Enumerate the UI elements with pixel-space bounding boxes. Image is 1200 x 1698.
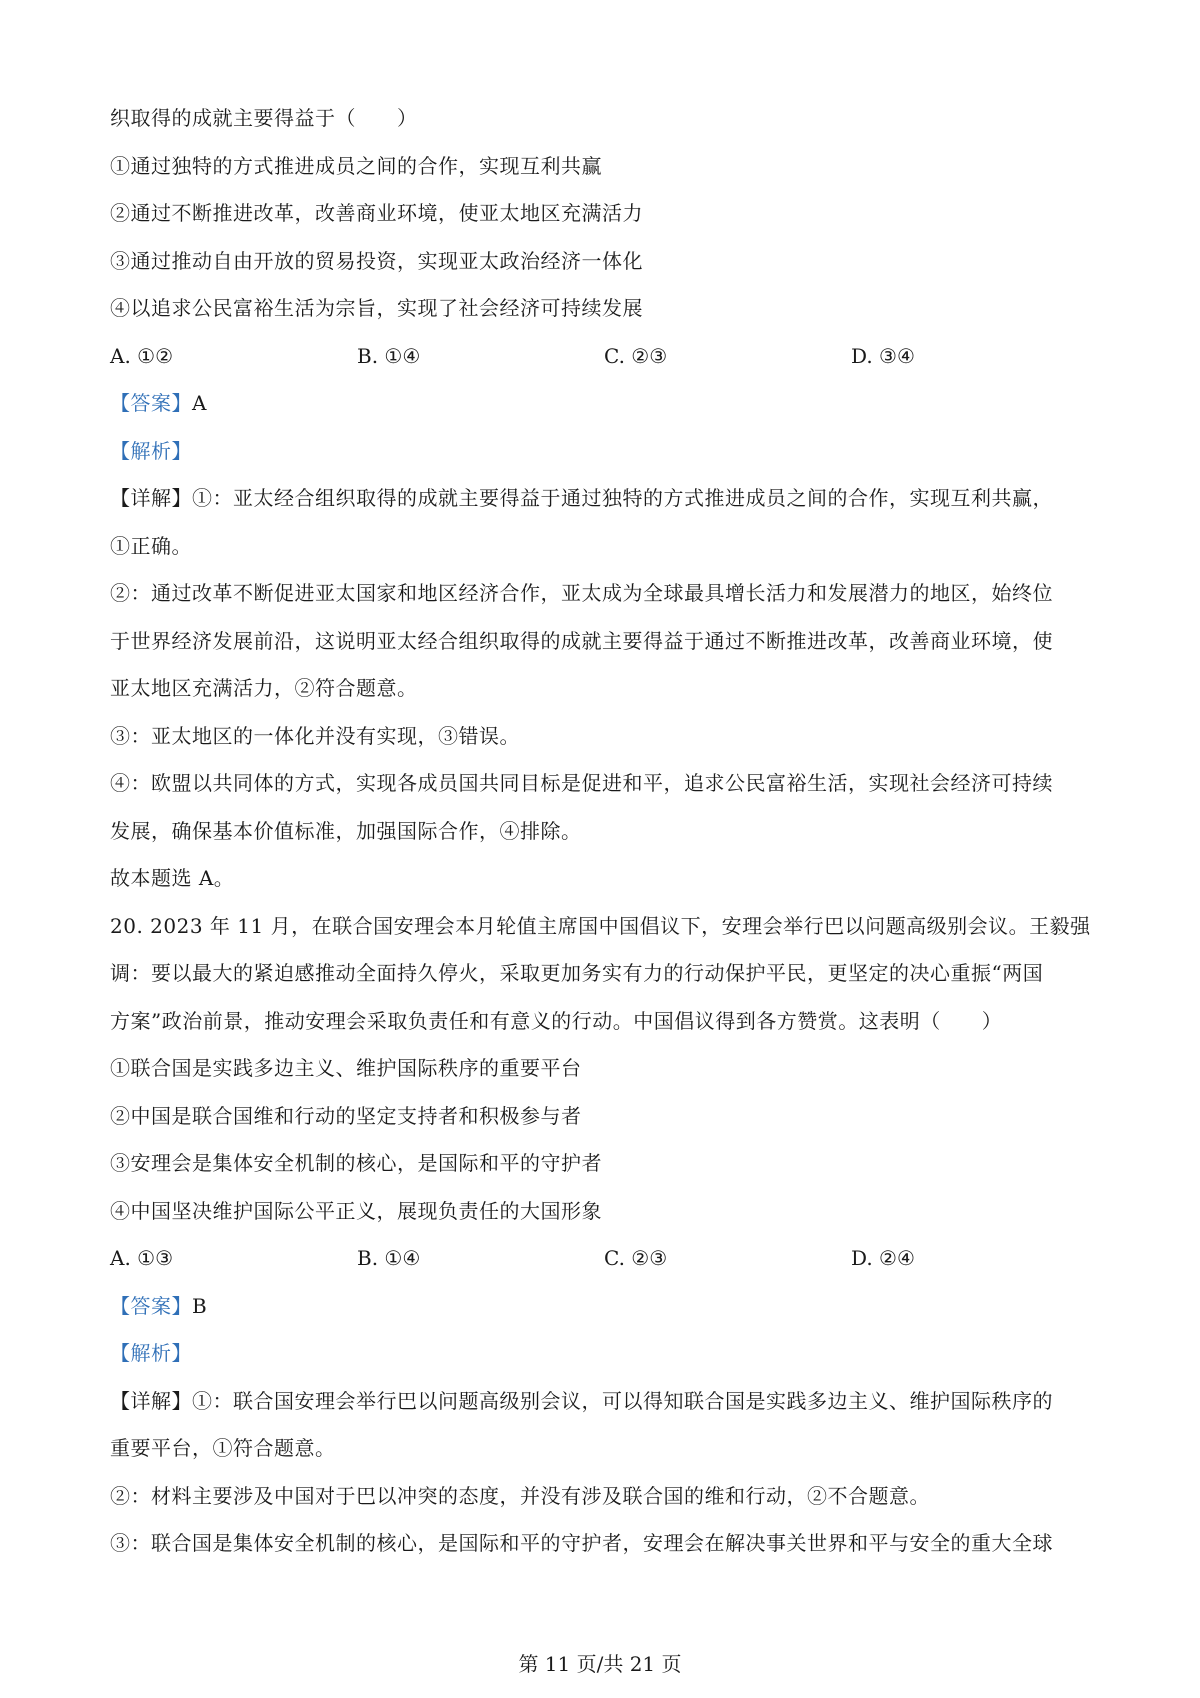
q20-stem-2: 调：要以最大的紧迫感推动全面持久停火，采取更加务实有力的行动保护平民，更坚定的决心重振“两国	[110, 961, 1044, 985]
q20-option-a: A. ①③	[110, 1246, 174, 1270]
q19-detail-4: 于世界经济发展前沿，这说明亚太经合组织取得的成就主要得益于通过不断推进改革，改善商业环境，使	[110, 628, 1053, 653]
q19-detail-6: ③：亚太地区的一体化并没有实现，③错误。	[110, 723, 520, 748]
q19-option-c: C. ②③	[604, 343, 668, 368]
q20-analysis	[110, 1330, 1100, 1378]
detail-text: ①：联合国安理会举行巴以问题高级别会议，可以得知联合国是实践多边主义、维护国际秩序的	[192, 1388, 1053, 1413]
page-footer: 第 11 页/共 21 页	[518, 1652, 682, 1676]
q20-answer	[110, 1283, 1100, 1331]
q20-statement-1: ①联合国是实践多边主义、维护国际秩序的重要平台	[110, 1056, 582, 1080]
q20-option-c: C. ②③	[604, 1246, 668, 1270]
answer-value: A	[192, 391, 207, 415]
q20-statement-2: ②中国是联合国维和行动的坚定支持者和积极参与者	[110, 1103, 582, 1128]
detail-tag: 【详解】	[110, 1388, 192, 1413]
q19-options	[110, 333, 1100, 381]
q19-statement-2: ②通过不断推进改革，改善商业环境，使亚太地区充满活力	[110, 201, 643, 225]
q19-option-a: A. ①②	[110, 343, 174, 368]
q20-option-d: D. ②④	[851, 1246, 915, 1270]
q20-options	[110, 1235, 1100, 1283]
detail-text: ①：亚太经合组织取得的成就主要得益于通过独特的方式推进成员之间的合作，实现互利共赢，	[192, 486, 1053, 510]
answer-tag: 【答案】	[110, 391, 192, 415]
q20-stem-1: 20. 2023 年 11 月，在联合国安理会本月轮值主席国中国倡议下，安理会举行巴以问题高级别会议。王毅强	[110, 913, 1091, 938]
q19-stem: 织取得的成就主要得益于（ ）	[110, 106, 418, 130]
q19-statement-3: ③通过推动自由开放的贸易投资，实现亚太政治经济一体化	[110, 248, 643, 273]
q19-option-b: B. ①④	[357, 343, 421, 368]
q20-detail-1	[110, 1378, 1100, 1426]
q19-analysis	[110, 428, 1100, 476]
q19-detail-7: ④：欧盟以共同体的方式，实现各成员国共同目标是促进和平，追求公民富裕生活，实现社会经济可持续	[110, 771, 1053, 795]
q19-option-d: D. ③④	[851, 343, 915, 368]
q20-detail-2: 重要平台，①符合题意。	[110, 1436, 336, 1460]
q19-conclusion: 故本题选 A。	[110, 866, 235, 890]
q19-statement-4: ④以追求公民富裕生活为宗旨，实现了社会经济可持续发展	[110, 296, 643, 320]
q19-detail-5: 亚太地区充满活力，②符合题意。	[110, 676, 418, 700]
q20-detail-4: ③：联合国是集体安全机制的核心，是国际和平的守护者，安理会在解决事关世界和平与安全的重大全球	[110, 1531, 1053, 1555]
q19-detail-1	[110, 475, 1100, 523]
q19-statement-1: ①通过独特的方式推进成员之间的合作，实现互利共赢	[110, 153, 602, 178]
q20-option-b: B. ①④	[357, 1246, 421, 1270]
answer-tag: 【答案】	[110, 1293, 192, 1318]
answer-value: B	[192, 1293, 208, 1318]
analysis-tag: 【解析】	[110, 438, 192, 463]
q19-detail-3: ②：通过改革不断促进亚太国家和地区经济合作，亚太成为全球最具增长活力和发展潜力的地区，始终位	[110, 581, 1053, 605]
q19-detail-8: 发展，确保基本价值标准，加强国际合作，④排除。	[110, 818, 582, 843]
q20-statement-4: ④中国坚决维护国际公平正义，展现负责任的大国形象	[110, 1198, 602, 1223]
q19-detail-2: ①正确。	[110, 533, 192, 558]
q19-answer	[110, 380, 1100, 428]
q20-statement-3: ③安理会是集体安全机制的核心，是国际和平的守护者	[110, 1151, 602, 1175]
document-page	[110, 95, 1100, 1568]
detail-tag: 【详解】	[110, 486, 192, 510]
q20-detail-3: ②：材料主要涉及中国对于巴以冲突的态度，并没有涉及联合国的维和行动，②不合题意。	[110, 1483, 930, 1508]
q20-stem-3: 方案”政治前景，推动安理会采取负责任和有意义的行动。中国倡议得到各方赞赏。这表明（ ）	[110, 1008, 1003, 1033]
analysis-tag: 【解析】	[110, 1341, 192, 1365]
